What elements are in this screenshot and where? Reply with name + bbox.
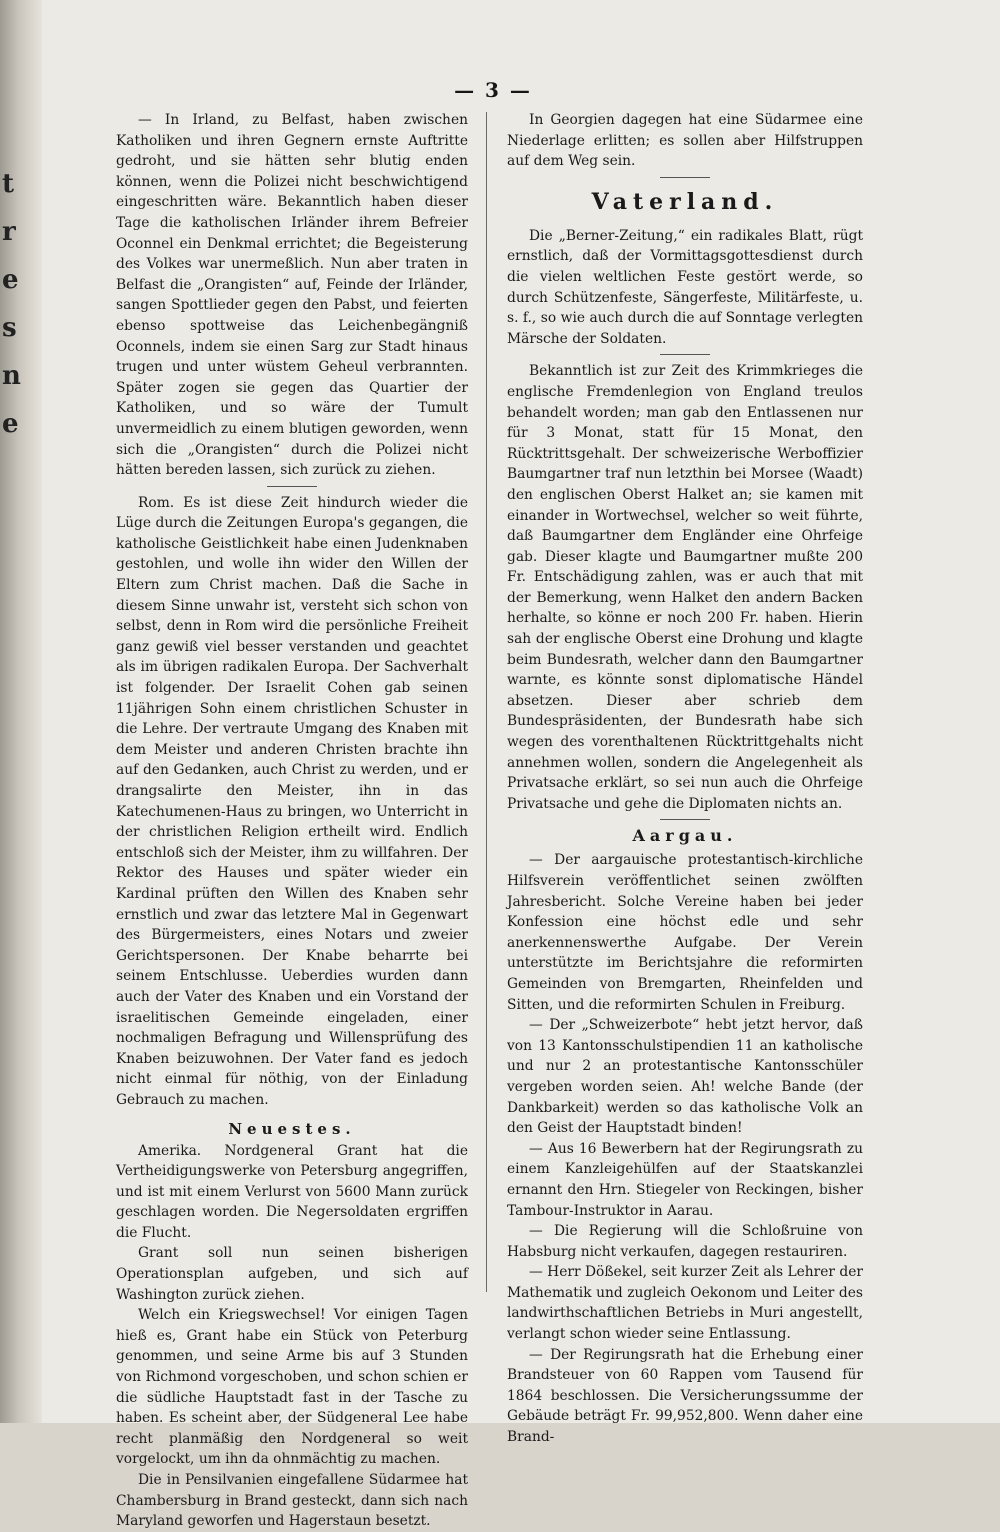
article-fremdenlegion: Bekanntlich ist zur Zeit des Krimmkrieges die englische Fremdenlegion von England treulos behandelt worden; man gab den Entlassenen nur für 3 Monat, statt für 15 Monat, den Rücktrittsgehalt. Der schweizerische Werboffizier Baumgartner traf nun letzthin bei Morsee (Waadt) den englischen Oberst Halket an; sie kamen mit einander in Wortwechsel, welcher so weit führte, daß Baumgartner dem Engländer eine Ohrfeige gab. Dieser klagte und Baumgartner mußte 200 Fr. Entschädigung zahlen, was er auch that mit der Bemerkung, wenn Halket den andern Backen herhalte, so könne er noch 200 Fr. haben. Hierin sah der englische Oberst eine Drohung und klagte beim Bundesrath, welcher dann den Baumgartner warnte, es könnte sonst diplomatische Händel absetzen. Dieser aber schrieb dem Bundespräsidenten, der Bundesrath habe sich wegen des vorenthaltenen Rücktrittgehalts nicht annehmen wollen, sondern die Angelegenheit als Privatsache erklärt, so sei nun auch die Ohrfeige Privatsache und gehe die Diplomaten nichts an.	[507, 363, 863, 812]
gutter-letter: s	[2, 313, 17, 343]
article-georgien: In Georgien dagegen hat eine Südarmee eine Niederlage erlitten; es sollen aber Hilfstruppen auf dem Weg sein.	[507, 112, 863, 170]
article-suedarmee: Die in Pensilvanien eingefallene Südarmee hat Chambersburg in Brand gesteckt, dann sich nach Maryland geworfen und Hagerstaun besetzt.	[116, 1472, 468, 1530]
left-column	[116, 110, 468, 1530]
article-schweizerbote: — Der „Schweizerbote“ hebt jetzt hervor, daß von 13 Kantonsschulstipendien 11 an katholische und nur 2 an protestantische Kantonsschüler vergeben worden seien. Ah! welche Bande (der Dankbarkeit) werden so das katholische Volk an den Geist der Hauptstadt binden!	[507, 1017, 863, 1137]
column-divider	[486, 112, 487, 1292]
separator-rule	[660, 177, 710, 178]
binding-gutter	[0, 0, 42, 1423]
article-rom: Rom. Es ist diese Zeit hindurch wieder die Lüge durch die Zeitungen Europa's gegangen, die katholische Geistlichkeit habe einen Judenknaben gestohlen, und wolle ihn wider den Willen der Eltern zum Christ machen. Daß die Sache in diesem Sinne unwahr ist, versteht sich schon von selbst, denn in Rom wird die persönliche Freiheit ganz gewiß viel besser verstanden und geachtet als im übrigen radikalen Europa. Der Sachverhalt ist folgender. Der Israelit Cohen gab seinen 11jährigen Sohn einem christlichen Schuster in die Lehre. Der vertraute Umgang des Knaben mit dem Meister und anderen Christen brachte ihn auf den Gedanken, auch Christ zu werden, und er drangsalirte den Meister, ihn in das Katechumenen-Haus zu bringen, wo Unterricht in der christlichen Religion ertheilt wird. Endlich entschloß sich der Meister, ihm zu willfahren. Der Rektor des Hauses und später wieder ein Kardinal prüften den Willen des Knaben sehr ernstlich und zwar das letztere Mal in Gegenwart des Bürgermeisters, eines Notars und zweier Gerichtspersonen. Der Knabe beharrte bei seinem Entschlusse. Ueberdies wurden dann auch der Vater des Knaben und ein Vorstand der israelitischen Gemeinde eingeladen, einer nochmaligen Befragung und Willensprüfung des Knaben beizuwohnen. Der Vater fand es jedoch nicht einmal für nöthig, von der Einladung Gebrauch zu machen.	[116, 494, 468, 1108]
article-berner-zeitung: Die „Berner-Zeitung,“ ein radikales Blatt, rügt ernstlich, daß der Vormittagsgottesdienst durch die vielen weltlichen Feste gestört werde, so durch Schützenfeste, Sängerfeste, Militärfeste, u. s. f., so wie auch durch die auf Sonntage verlegten Märsche der Soldaten.	[507, 227, 863, 347]
page-number: — 3 —	[454, 78, 532, 102]
heading-neuestes: Neuestes.	[228, 1119, 356, 1138]
separator-rule	[267, 486, 317, 487]
gutter-letters	[2, 160, 24, 448]
article-kriegswechsel: Welch ein Kriegswechsel! Vor einigen Tagen hieß es, Grant habe ein Stück von Peterburg genommen, und seine Arme bis auf 3 Stunden von Richmond vorgeschoben, und schon schien er die südliche Hauptstadt fast in der Tasche zu haben. Es scheint aber, der Südgeneral Lee habe recht planmäßig den Nordgeneral so weit vorgelockt, um ihn da ohnmächtig zu machen.	[116, 1307, 468, 1468]
gutter-letter: e	[2, 265, 19, 295]
gutter-letter: e	[2, 409, 19, 439]
article-amerika: Amerika. Nordgeneral Grant hat die Vertheidigungswerke von Petersburg angegriffen, und ist mit einem Verlurst von 5600 Mann zurück geschlagen worden. Die Negersoldaten ergriffen die Flucht.	[116, 1142, 468, 1241]
heading-aargau: Aargau.	[632, 826, 738, 846]
article-habsburg: — Die Regierung will die Schloßruine von Habsburg nicht verkaufen, dagegen restauriren.	[507, 1223, 863, 1260]
article-kanzleigehuelfe: — Aus 16 Bewerbern hat der Regirungsrath zu einem Kanzleigehülfen auf der Staatskanzlei ernannt den Hrn. Stiegeler von Reckingen, bisher Tambour-Instruktor in Aarau.	[507, 1140, 863, 1219]
separator-rule	[660, 354, 710, 355]
article-brandsteuer: — Der Regirungsrath hat die Erhebung einer Brandsteuer von 60 Rappen vom Tausend für 1864 beschlossen. Die Versicherungssumme der Gebäude beträgt Fr. 99,952,800. Wenn daher eine Brand-	[507, 1346, 863, 1446]
right-column	[507, 110, 864, 1446]
article-doessekel: — Herr Dößekel, seit kurzer Zeit als Lehrer der Mathematik und zugleich Oekonom und Leiter des landwirthschaftlichen Betriebs in Muri angestellt, verlangt schon wieder seine Entlassung.	[507, 1264, 864, 1343]
heading-vaterland: Vaterland.	[591, 188, 779, 215]
article-hilfsverein: — Der aargauische protestantisch-kirchliche Hilfsverein veröffentlichet seinen zwölften Jahresbericht. Solche Vereine haben bei jeder Konfession eine höchst edle und sehr anerkennenswerthe Aufgabe. Der Verein unterstützte im Berichtsjahre die reformirten Gemeinden von Bremgarten, Rheinfelden und Sitten, und die reformirten Schulen in Freiburg.	[507, 852, 863, 1013]
gutter-letter: n	[2, 361, 21, 391]
gutter-letter: r	[2, 217, 16, 247]
separator-rule	[660, 819, 710, 820]
gutter-letter: t	[2, 169, 15, 199]
article-grant: Grant soll nun seinen bisherigen Operationsplan aufgeben, und sich auf Washington zurück ziehen.	[116, 1245, 468, 1303]
article-irland: — In Irland, zu Belfast, haben zwischen Katholiken und ihren Gegnern ernste Auftritte gedroht, und sie hätten sehr blutig enden können, wenn die Polizei nicht beschwichtigend eingeschritten wäre. Bekanntlich haben dieser Tage die katholischen Irländer ihrem Befreier Oconnel ein Denkmal errichtet; die Begeisterung des Volkes war unermeßlich. Nun aber traten in Belfast die „Orangisten“ auf, Feinde der Irländer, sangen Spottlieder gegen den Pabst, und feierten ebenso spottweise das Leichenbegängniß Oconnels, indem sie einen Sarg zur Stadt hinaus trugen und unter wüstem Geheul verbrannten. Später zogen sie gegen das Quartier der Katholiken, und so wäre der Tumult unvermeidlich zu einem blutigen geworden, wenn sich die „Orangisten“ durch die Polizei nicht hätten bereden lassen, sich zurück zu ziehen.	[116, 112, 468, 479]
